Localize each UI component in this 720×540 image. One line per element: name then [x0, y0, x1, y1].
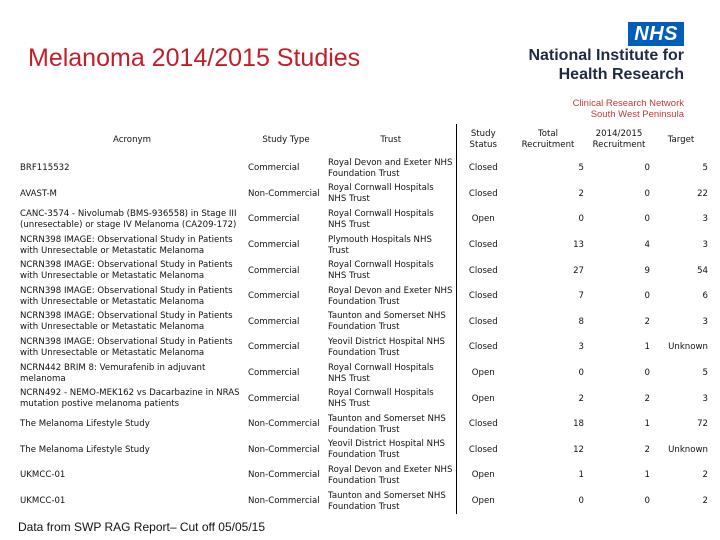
org-name-line-1: National Institute for	[528, 47, 684, 64]
header-study-status: Study Status	[456, 124, 510, 156]
cell-target: 5	[702, 163, 708, 174]
cell-study-type: Commercial	[248, 265, 300, 276]
cell-recruitment-2014-2015: 0	[644, 214, 650, 225]
table-body	[18, 156, 710, 514]
cell-study-type: Non-Commercial	[248, 444, 320, 455]
cell-study-status: Closed	[456, 412, 510, 438]
cell-target: Unknown	[668, 342, 708, 353]
cell-trust: Taunton and Somerset NHS Foundation Trust	[328, 413, 446, 435]
cell-study-status: Closed	[456, 258, 510, 284]
page-title: Melanoma 2014/2015 Studies	[28, 44, 361, 72]
cell-study-status: Open	[456, 386, 510, 412]
cell-acronym: AVAST-M	[20, 188, 57, 199]
cell-trust: Royal Cornwall Hospitals NHS Trust	[328, 260, 434, 282]
cell-acronym: The Melanoma Lifestyle Study	[20, 444, 150, 455]
header-total-recruitment: Total Recruitment	[521, 129, 575, 150]
cell-trust: Royal Cornwall Hospitals NHS Trust	[328, 362, 434, 384]
cell-acronym: UKMCC-01	[20, 470, 66, 481]
cell-trust: Yeovil District Hospital NHS Foundation Trust	[328, 439, 445, 461]
cell-study-type: Commercial	[248, 240, 300, 251]
cell-study-status: Closed	[456, 233, 510, 259]
cell-study-status: Closed	[456, 310, 510, 336]
header-study-type: Study Type	[262, 134, 310, 145]
header-acronym: Acronym	[113, 134, 151, 145]
header-target: Target	[667, 134, 695, 145]
cell-trust: Royal Cornwall Hospitals NHS Trust	[328, 183, 434, 205]
cell-target: 6	[702, 291, 708, 302]
cell-study-status: Open	[456, 361, 510, 387]
cell-study-type: Commercial	[248, 291, 300, 302]
cell-acronym: NCRN398 IMAGE: Observational Study in Patients with Unresectable or Metastatic Melanoma	[20, 285, 233, 307]
cell-study-type: Commercial	[248, 214, 300, 225]
table-row	[18, 233, 710, 259]
cell-trust: Plymouth Hospitals NHS Trust	[328, 234, 432, 256]
cell-target: 22	[697, 188, 708, 199]
cell-study-type: Commercial	[248, 342, 300, 353]
cell-recruitment-2014-2015: 0	[644, 163, 650, 174]
cell-total-recruitment: 12	[573, 444, 584, 455]
cell-total-recruitment: 2	[578, 188, 584, 199]
cell-recruitment-2014-2015: 0	[644, 368, 650, 379]
cell-target: 3	[702, 316, 708, 327]
cell-study-type: Non-Commercial	[248, 470, 320, 481]
cell-study-status: Closed	[456, 156, 510, 182]
nhs-logo: NHS	[628, 22, 684, 46]
header-trust: Trust	[380, 134, 402, 145]
cell-recruitment-2014-2015: 0	[644, 188, 650, 199]
cell-trust: Royal Cornwall Hospitals NHS Trust	[328, 388, 434, 410]
table-row	[18, 207, 710, 233]
cell-acronym: NCRN398 IMAGE: Observational Study in Patients with Unresectable or Metastatic Melanoma	[20, 311, 233, 333]
cell-acronym: UKMCC-01	[20, 496, 66, 507]
cell-total-recruitment: 2	[578, 393, 584, 404]
cell-acronym: The Melanoma Lifestyle Study	[20, 419, 150, 430]
network-name-line-1: Clinical Research Network	[572, 98, 684, 109]
cell-trust: Royal Devon and Exeter NHS Foundation Trust	[328, 157, 453, 179]
cell-acronym: NCRN398 IMAGE: Observational Study in Patients with Unresectable or Metastatic Melanoma	[20, 234, 233, 256]
cell-recruitment-2014-2015: 9	[644, 265, 650, 276]
cell-recruitment-2014-2015: 0	[644, 291, 650, 302]
cell-target: 2	[702, 470, 708, 481]
nhs-nihr-logo	[524, 22, 684, 120]
table-row	[18, 182, 710, 208]
cell-study-type: Commercial	[248, 393, 300, 404]
cell-total-recruitment: 13	[573, 240, 584, 251]
studies-table	[18, 124, 710, 514]
cell-target: 72	[697, 419, 708, 430]
cell-study-type: Commercial	[248, 316, 300, 327]
cell-recruitment-2014-2015: 0	[644, 496, 650, 507]
cell-acronym: NCRN398 IMAGE: Observational Study in Patients with Unresectable or Metastatic Melanoma	[20, 336, 233, 358]
cell-study-type: Commercial	[248, 368, 300, 379]
cell-acronym: CANC-3574 - Nivolumab (BMS-936558) in Stage III (unresectable) or stage IV Melanoma (CA209-172)	[20, 208, 237, 230]
cell-acronym: NCRN492 - NEMO-MEK162 vs Dacarbazine in NRAS mutation postive melanoma patients	[20, 388, 240, 410]
cell-total-recruitment: 8	[578, 316, 584, 327]
cell-total-recruitment: 0	[578, 496, 584, 507]
table-row	[18, 463, 710, 489]
cell-total-recruitment: 1	[578, 470, 584, 481]
cell-study-status: Closed	[456, 438, 510, 464]
cell-study-status: Open	[456, 207, 510, 233]
cell-recruitment-2014-2015: 1	[644, 342, 650, 353]
cell-study-status: Open	[456, 489, 510, 515]
cell-target: 2	[702, 496, 708, 507]
table-row	[18, 438, 710, 464]
cell-target: 3	[702, 240, 708, 251]
cell-total-recruitment: 7	[578, 291, 584, 302]
table-row	[18, 284, 710, 310]
table-row	[18, 156, 710, 182]
cell-trust: Yeovil District Hospital NHS Foundation Trust	[328, 336, 445, 358]
cell-study-type: Non-Commercial	[248, 496, 320, 507]
cell-recruitment-2014-2015: 2	[644, 316, 650, 327]
cell-total-recruitment: 3	[578, 342, 584, 353]
cell-acronym: BRF115532	[20, 163, 70, 174]
cell-total-recruitment: 18	[573, 419, 584, 430]
cell-recruitment-2014-2015: 2	[644, 444, 650, 455]
table-row	[18, 489, 710, 515]
cell-recruitment-2014-2015: 1	[644, 419, 650, 430]
cell-trust: Royal Cornwall Hospitals NHS Trust	[328, 208, 434, 230]
org-name-line-2: Health Research	[558, 66, 684, 83]
cell-study-status: Closed	[456, 284, 510, 310]
cell-recruitment-2014-2015: 1	[644, 470, 650, 481]
table-row	[18, 412, 710, 438]
cell-target: 3	[702, 393, 708, 404]
cell-trust: Royal Devon and Exeter NHS Foundation Trust	[328, 285, 453, 307]
table-row	[18, 310, 710, 336]
cell-recruitment-2014-2015: 4	[644, 240, 650, 251]
cell-target: 5	[702, 368, 708, 379]
network-name-line-2: South West Peninsula	[590, 109, 684, 120]
cell-target: 54	[697, 265, 708, 276]
cell-target: 3	[702, 214, 708, 225]
table-header-row	[18, 124, 710, 156]
cell-trust: Taunton and Somerset NHS Foundation Trust	[328, 490, 446, 512]
cell-study-status: Closed	[456, 182, 510, 208]
table-row	[18, 361, 710, 387]
cell-trust: Royal Devon and Exeter NHS Foundation Trust	[328, 464, 453, 486]
table-row	[18, 258, 710, 284]
cell-study-type: Non-Commercial	[248, 419, 320, 430]
cell-total-recruitment: 0	[578, 214, 584, 225]
cell-total-recruitment: 0	[578, 368, 584, 379]
cell-study-status: Open	[456, 463, 510, 489]
cell-trust: Taunton and Somerset NHS Foundation Trust	[328, 311, 446, 333]
cell-study-type: Non-Commercial	[248, 188, 320, 199]
cell-acronym: NCRN442 BRIM 8: Vemurafenib in adjuvant melanoma	[20, 362, 206, 384]
table-row	[18, 335, 710, 361]
header-recruitment-2014-2015: 2014/2015 Recruitment	[592, 129, 646, 150]
table-row	[18, 386, 710, 412]
cell-study-type: Commercial	[248, 163, 300, 174]
cell-total-recruitment: 5	[578, 163, 584, 174]
footer-note: Data from SWP RAG Report– Cut off 05/05/15	[18, 520, 266, 534]
cell-acronym: NCRN398 IMAGE: Observational Study in Patients with Unresectable or Metastatic Melanoma	[20, 260, 233, 282]
cell-recruitment-2014-2015: 2	[644, 393, 650, 404]
cell-study-status: Closed	[456, 335, 510, 361]
cell-total-recruitment: 27	[573, 265, 584, 276]
cell-target: Unknown	[668, 444, 708, 455]
